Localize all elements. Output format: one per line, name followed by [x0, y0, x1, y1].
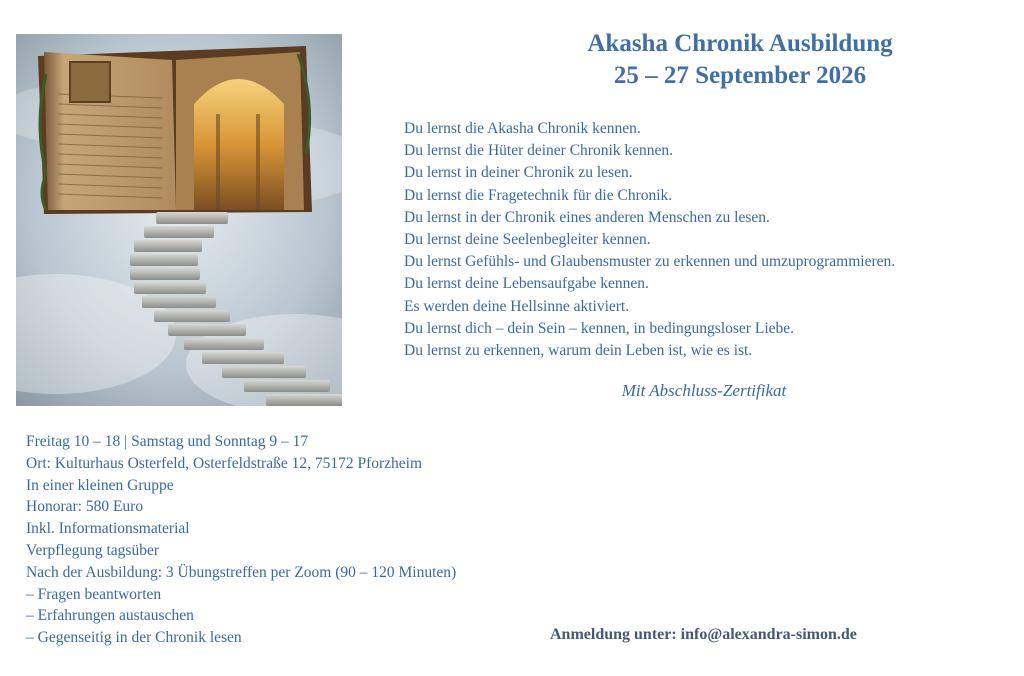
book-stairs-image	[16, 34, 342, 406]
event-name: Akasha Chronik Ausbildung	[587, 30, 893, 57]
learning-outcome-item: Du lernst deine Lebensaufgabe kennen.	[404, 275, 649, 293]
learning-outcomes-list	[404, 118, 895, 362]
learning-outcome-item: Du lernst deine Seelenbegleiter kennen.	[404, 231, 651, 249]
learning-outcome-item: Du lernst dich – dein Sein – kennen, in bedingungsloser Liebe.	[404, 319, 795, 337]
learning-outcome-item: Du lernst in deiner Chronik zu lesen.	[404, 164, 633, 182]
event-dates: 25 – 27 September 2026	[613, 62, 867, 89]
followup-item: – Erfahrungen austauschen	[26, 607, 194, 625]
schedule-line: Freitag 10 – 18 | Samstag und Sonntag 9 – 17	[26, 433, 309, 450]
learning-outcome-item: Du lernst die Hüter deiner Chronik kennen.	[404, 142, 674, 160]
learning-outcome-item: Du lernst in der Chronik eines anderen Menschen zu lesen.	[404, 208, 770, 226]
learning-outcome-item: Es werden deine Hellsinne aktiviert.	[404, 297, 630, 315]
followup-line: Nach der Ausbildung: 3 Übungstreffen per Zoom (90 – 120 Minuten)	[26, 563, 457, 581]
followup-item: – Gegenseitig in der Chronik lesen	[26, 629, 242, 647]
learning-outcome-item: Du lernst zu erkennen, warum dein Leben ist, wie es ist.	[404, 342, 753, 360]
location-line: Ort: Kulturhaus Osterfeld, Osterfeldstraße 12, 75172 Pforzheim	[26, 454, 423, 472]
learning-outcome-item: Du lernst Gefühls- und Glaubensmuster zu erkennen und umzuprogrammieren.	[404, 253, 896, 271]
catering-line: Verpflegung tagsüber	[26, 541, 159, 559]
event-details-list	[26, 431, 456, 649]
learning-outcome-item: Du lernst die Fragetechnik für die Chronik.	[404, 186, 673, 204]
materials-line: Inkl. Informationsmaterial	[26, 520, 190, 538]
event-title	[420, 28, 1024, 92]
group-size-line: In einer kleinen Gruppe	[26, 476, 174, 494]
followup-item: – Fragen beantworten	[26, 585, 162, 603]
learning-outcome-item: Du lernst die Akasha Chronik kennen.	[404, 120, 641, 137]
certificate-note: Mit Abschluss-Zertifikat	[621, 381, 787, 400]
signup-contact[interactable]: Anmeldung unter: info@alexandra-simon.de	[550, 626, 857, 643]
fee-line: Honorar: 580 Euro	[26, 498, 144, 516]
